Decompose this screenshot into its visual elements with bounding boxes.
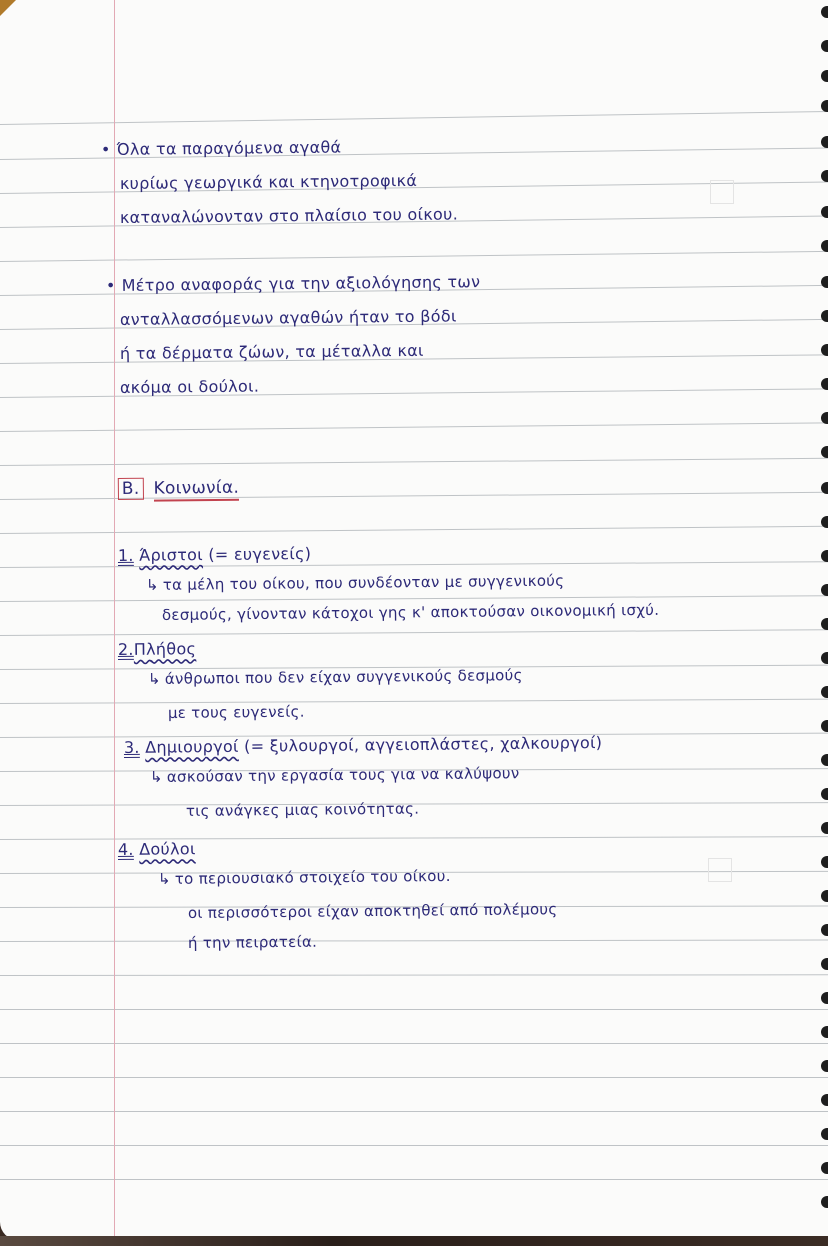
binder-hole <box>821 70 828 82</box>
binder-hole <box>821 1060 828 1072</box>
note-line: καταναλώνονταν στο πλαίσιο του οίκου. <box>119 204 459 227</box>
arrow-right-icon: ↳ <box>149 767 163 786</box>
class-description-line: με τους ευγενείς. <box>167 702 305 722</box>
class-description-line: οι περισσότεροι είχαν αποκτηθεί από πολέμους <box>187 900 558 922</box>
binder-holes <box>816 0 828 1240</box>
rule-line <box>0 422 828 432</box>
binder-hole <box>821 1128 828 1140</box>
class-description-line: ή την πειρατεία. <box>187 932 318 952</box>
binder-hole <box>821 1026 828 1038</box>
class-note: (= ξυλουργοί, αγγειοπλάστες, χαλκουργοί) <box>244 732 603 756</box>
class-heading <box>118 544 312 565</box>
note-line: κυρίως γεωργικά και κτηνοτροφικά <box>119 170 418 193</box>
binder-hole <box>821 958 828 970</box>
class-number: 1. <box>117 545 134 565</box>
class-description-line: δεσμούς, γίνονταν κάτοχοι γης κ' αποκτούσαν οικονομική ισχύ. <box>161 600 660 624</box>
binder-hole <box>821 618 828 630</box>
rule-line <box>0 974 828 976</box>
description-text: ασκούσαν την εργασία τους για να καλύψουν <box>166 764 520 786</box>
class-description-line <box>148 666 523 688</box>
binder-hole <box>821 1162 828 1174</box>
rule-line <box>0 1009 828 1010</box>
binder-hole <box>821 720 828 732</box>
rule-line <box>0 251 828 262</box>
bleed-through-mark <box>708 858 732 882</box>
rule-line <box>0 1111 828 1112</box>
note-text: Μέτρο αναφοράς για την αξιολόγησης των <box>121 272 481 295</box>
rule-line <box>0 1179 828 1180</box>
binder-hole <box>821 1196 828 1208</box>
margin-line <box>114 0 115 1240</box>
section-title: Κοινωνία. <box>153 478 239 502</box>
binder-hole <box>821 310 828 322</box>
binder-hole <box>821 584 828 596</box>
class-heading <box>118 639 196 659</box>
binder-hole <box>821 100 828 112</box>
binder-hole <box>821 822 828 834</box>
class-number: 2. <box>117 639 134 659</box>
class-note: (= ευγενείς) <box>208 543 312 565</box>
class-name: Πλήθος <box>133 639 197 659</box>
binder-hole <box>821 754 828 766</box>
class-name: Δούλοι <box>139 839 196 859</box>
arrow-right-icon: ↳ <box>147 669 161 688</box>
binder-hole <box>821 6 828 18</box>
binder-hole <box>821 788 828 800</box>
note-line: ή τα δέρματα ζώων, τα μέταλλα και <box>119 340 424 363</box>
binder-hole <box>821 890 828 902</box>
bullet-icon: • <box>100 139 111 159</box>
binder-hole <box>821 924 828 936</box>
class-name: Άριστοι <box>139 545 203 565</box>
class-heading <box>124 733 603 757</box>
binder-hole <box>821 170 828 182</box>
binder-hole <box>821 446 828 458</box>
note-line <box>101 137 342 159</box>
binder-hole <box>821 482 828 494</box>
bleed-through-mark <box>710 180 734 204</box>
bullet-icon: • <box>105 275 116 295</box>
binder-hole <box>821 40 828 52</box>
page-corner-fold <box>0 0 16 16</box>
binder-hole <box>821 516 828 528</box>
note-line: ακόμα οι δούλοι. <box>119 376 260 397</box>
rule-line <box>0 1145 828 1146</box>
class-description-line <box>150 764 520 786</box>
binder-hole <box>821 412 828 424</box>
rule-line <box>0 940 828 942</box>
rule-line <box>0 458 828 466</box>
rule-line <box>0 111 828 125</box>
note-line <box>106 272 481 295</box>
rule-line <box>0 1077 828 1078</box>
class-description-line <box>146 572 565 594</box>
description-text: άνθρωποι που δεν είχαν συγγενικούς δεσμούς <box>164 666 523 688</box>
binder-hole <box>821 652 828 664</box>
description-text: τα μέλη του οίκου, που συνδέονταν με συγγενικούς <box>162 571 565 594</box>
binder-hole <box>821 1094 828 1106</box>
class-name: Δημιουργοί <box>145 736 239 757</box>
binder-hole <box>821 344 828 356</box>
arrow-right-icon: ↳ <box>145 575 159 594</box>
class-heading <box>118 839 196 859</box>
class-number: 3. <box>123 737 140 757</box>
rule-line <box>0 699 828 704</box>
section-heading <box>118 477 239 500</box>
binder-hole <box>821 206 828 218</box>
binder-hole <box>821 378 828 390</box>
section-letter-box: B. <box>118 478 144 500</box>
binder-hole <box>821 992 828 1004</box>
rule-line <box>0 629 828 636</box>
arrow-right-icon: ↳ <box>157 869 171 888</box>
rule-line <box>0 1043 828 1044</box>
binder-hole <box>821 856 828 868</box>
rule-line <box>0 595 828 602</box>
class-description-line <box>158 867 451 888</box>
class-description-line: τις ανάγκες μιας κοινότητας. <box>185 799 420 820</box>
binder-hole <box>821 136 828 148</box>
desk-surface <box>0 1236 828 1246</box>
binder-hole <box>821 276 828 288</box>
binder-hole <box>821 686 828 698</box>
rule-line <box>0 526 828 534</box>
binder-hole <box>821 550 828 562</box>
binder-hole <box>821 240 828 252</box>
note-line: ανταλλασσόμενων αγαθών ήταν το βόδι <box>119 306 457 329</box>
class-number: 4. <box>117 839 134 859</box>
note-text: Όλα τα παραγόμενα αγαθά <box>116 137 342 159</box>
description-text: το περιουσιακό στοιχείο του οίκου. <box>174 866 451 888</box>
